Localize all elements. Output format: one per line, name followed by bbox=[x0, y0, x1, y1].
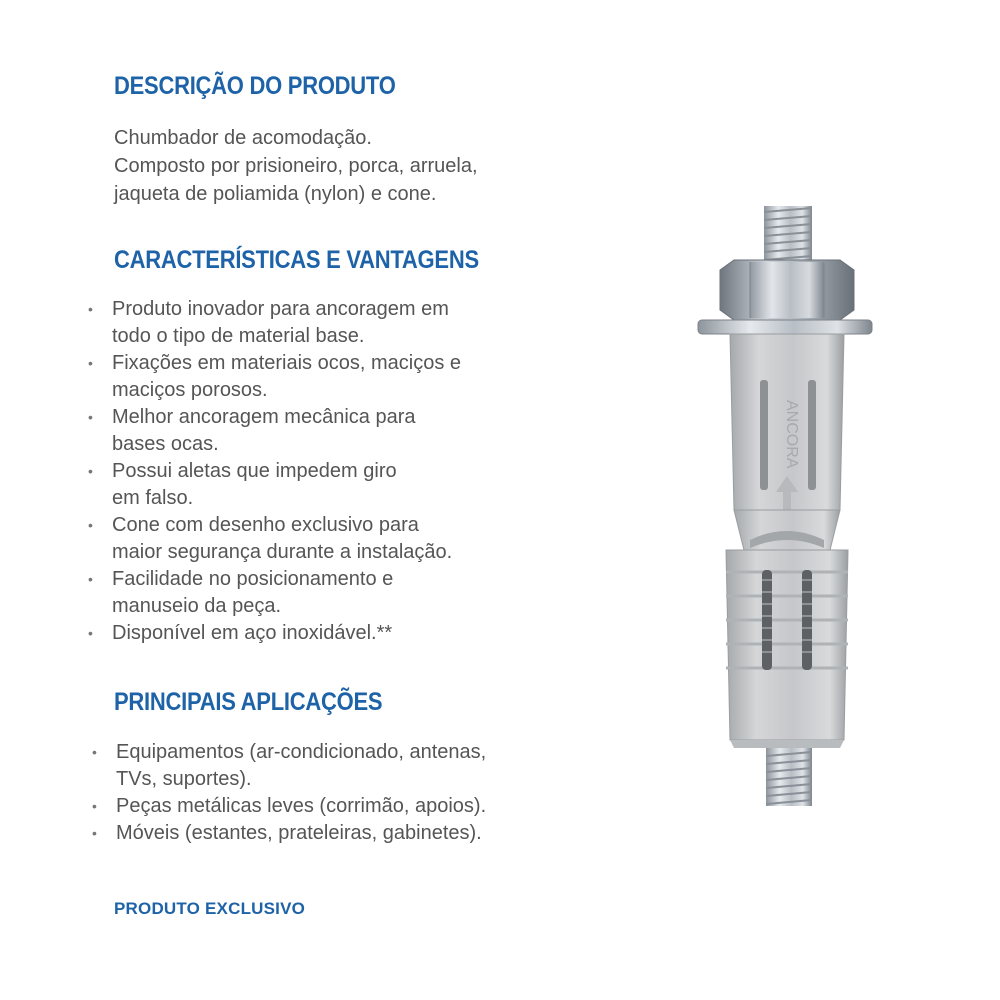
bullet-icon: • bbox=[88, 301, 93, 317]
anchor-bolt-image bbox=[690, 200, 880, 820]
description-line: Composto por prisioneiro, porca, arruela, bbox=[114, 155, 478, 177]
list-item: • Facilidade no posicionamento e manuseio da peça. bbox=[88, 568, 394, 617]
list-item: • Equipamentos (ar-condicionado, antenas, TVs, suportes). bbox=[92, 741, 487, 790]
brand-mark: ANCORA bbox=[783, 400, 800, 469]
bullet-icon: • bbox=[88, 517, 93, 533]
list-item: • Peças metálicas leves (corrimão, apoios). bbox=[90, 793, 486, 820]
list-item: • Possui aletas que impedem giro em falso. bbox=[88, 460, 397, 509]
list-item: • Cone com desenho exclusivo para maior segurança durante a instalação. bbox=[88, 514, 453, 563]
expansion-anchor-bolt-icon bbox=[690, 200, 880, 820]
bullet-icon: • bbox=[92, 798, 97, 814]
bullet-icon: • bbox=[88, 355, 93, 371]
top-thread bbox=[764, 206, 812, 264]
hex-nut bbox=[720, 260, 854, 320]
bullet-icon: • bbox=[88, 571, 93, 587]
bullet-icon: • bbox=[88, 463, 93, 479]
description-line: Chumbador de acomodação. bbox=[114, 127, 372, 149]
list-item: • Móveis (estantes, prateleiras, gabinetes). bbox=[90, 820, 486, 847]
description-heading: DESCRIÇÃO DO PRODUTO bbox=[114, 72, 396, 100]
features-list bbox=[86, 296, 461, 647]
bottom-thread bbox=[766, 748, 812, 806]
bullet-icon: • bbox=[92, 825, 97, 841]
description-line: jaqueta de poliamida (nylon) e cone. bbox=[114, 183, 437, 205]
applications-heading: PRINCIPAIS APLICAÇÕES bbox=[114, 688, 383, 716]
features-heading: CARACTERÍSTICAS E VANTAGENS bbox=[114, 246, 479, 274]
list-item: • Produto inovador para ancoragem em todo o tipo de material base. bbox=[88, 298, 449, 347]
list-item: • Melhor ancoragem mecânica para bases ocas. bbox=[88, 406, 416, 455]
exclusive-product-label: PRODUTO EXCLUSIVO bbox=[114, 899, 306, 918]
bullet-icon: • bbox=[92, 744, 97, 760]
list-item: • Fixações em materiais ocos, maciços e maciços porosos. bbox=[88, 352, 462, 401]
applications-list bbox=[90, 739, 486, 847]
nylon-sleeve bbox=[726, 334, 848, 748]
bullet-icon: • bbox=[88, 625, 93, 641]
washer bbox=[698, 320, 872, 334]
description-text bbox=[114, 124, 584, 208]
bullet-icon: • bbox=[88, 409, 93, 425]
list-item: • Disponível em aço inoxidável.** bbox=[86, 620, 461, 647]
